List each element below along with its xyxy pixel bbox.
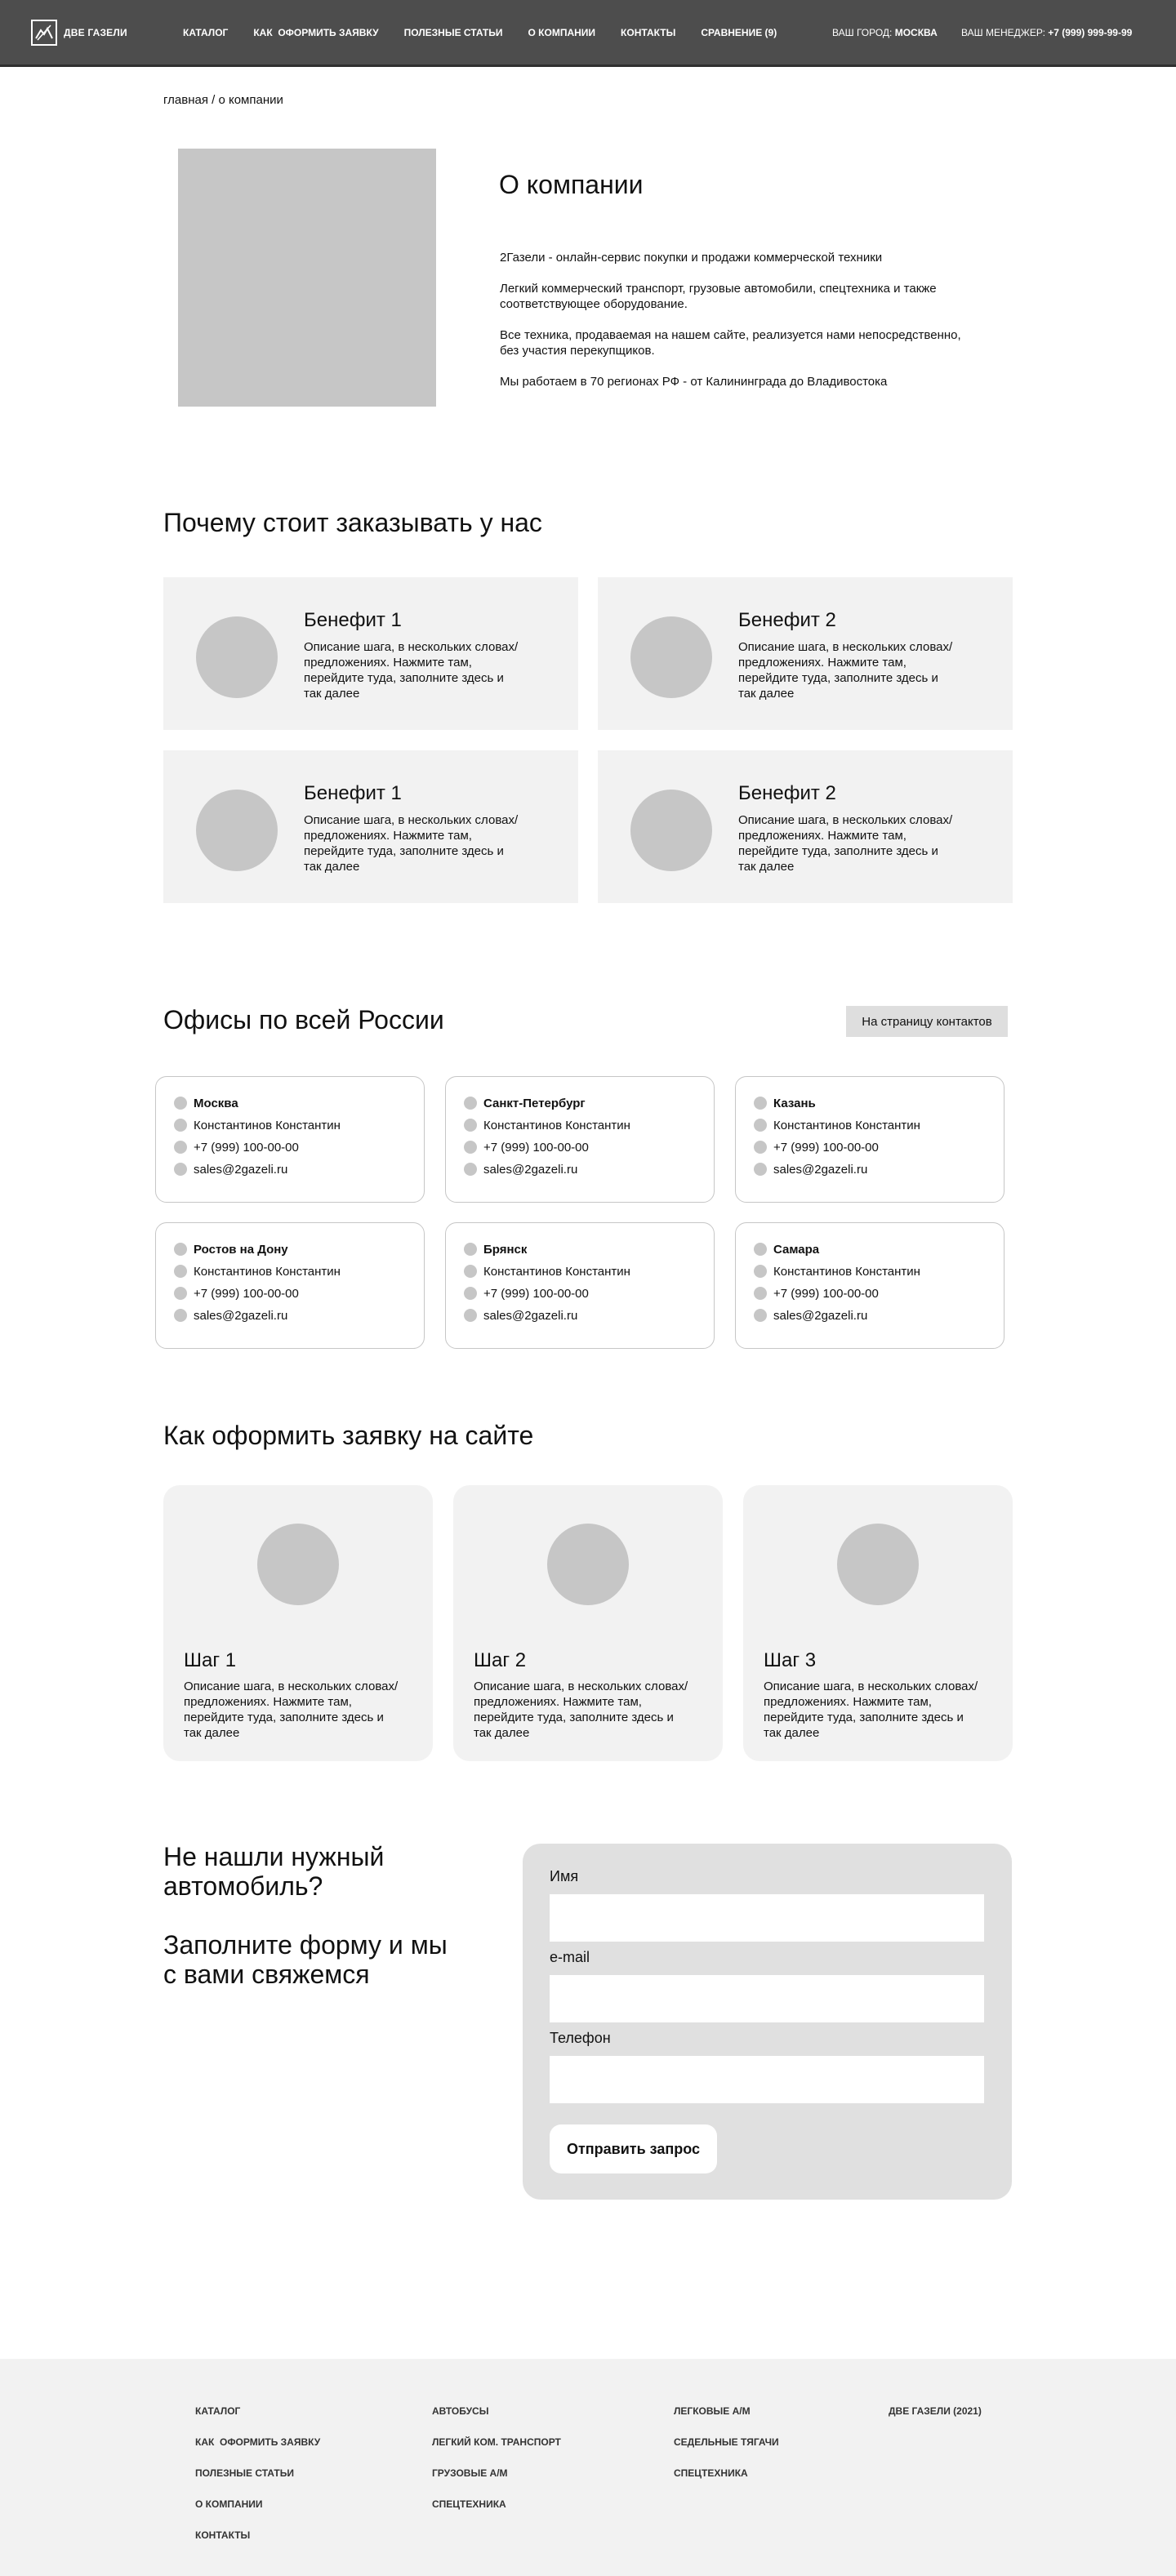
phone-icon <box>754 1141 767 1154</box>
submit-request-button[interactable]: Отправить запрос <box>550 2124 717 2173</box>
person-icon <box>464 1119 477 1132</box>
city-selector[interactable] <box>832 27 938 38</box>
phone-label: Телефон <box>550 2030 611 2046</box>
benefit-desc: Описание шага, в нескольких словах/предложениях. Нажмите там, перейдите туда, заполните здесь и так далее <box>304 640 519 701</box>
office-email[interactable]: sales@2gazeli.ru <box>483 1162 578 1177</box>
footer-link[interactable]: ГРУЗОВЫЕ А/М <box>432 2467 508 2479</box>
footer-link[interactable]: КОНТАКТЫ <box>195 2529 251 2541</box>
step-title: Шаг 1 <box>184 1649 237 1671</box>
person-icon <box>174 1265 187 1278</box>
nav-contacts[interactable]: КОНТАКТЫ <box>621 27 676 38</box>
footer-link[interactable]: ЛЕГКОВЫЕ А/М <box>674 2405 751 2417</box>
phone-icon <box>174 1141 187 1154</box>
about-paragraph: 2Газели - онлайн-сервис покупки и продажи коммерческой техники <box>500 251 883 265</box>
office-person: Константинов Константин <box>483 1264 630 1279</box>
office-email[interactable]: sales@2gazeli.ru <box>194 1162 288 1177</box>
step-card <box>743 1485 1013 1761</box>
benefit-desc: Описание шага, в нескольких словах/предложениях. Нажмите там, перейдите туда, заполните здесь и так далее <box>738 813 953 874</box>
footer-link[interactable]: АВТОБУСЫ <box>432 2405 489 2417</box>
step-title: Шаг 2 <box>474 1649 527 1671</box>
offices-title: Офисы по всей России <box>163 1005 444 1034</box>
footer-link[interactable]: О КОМПАНИИ <box>195 2498 263 2510</box>
office-email[interactable]: sales@2gazeli.ru <box>773 1308 868 1323</box>
contacts-page-button[interactable]: На страницу контактов <box>846 1006 1008 1037</box>
location-icon <box>174 1097 187 1110</box>
office-phone[interactable]: +7 (999) 100-00-00 <box>194 1286 299 1301</box>
person-icon <box>464 1265 477 1278</box>
phone-icon <box>464 1141 477 1154</box>
benefit-desc: Описание шага, в нескольких словах/предложениях. Нажмите там, перейдите туда, заполните здесь и так далее <box>304 813 519 874</box>
office-city: Казань <box>773 1096 816 1110</box>
office-email[interactable]: sales@2gazeli.ru <box>773 1162 868 1177</box>
person-icon <box>754 1265 767 1278</box>
step-desc: Описание шага, в нескольких словах/предложениях. Нажмите там, перейдите туда, заполните здесь и так далее <box>184 1680 399 1740</box>
site-header <box>0 0 1176 67</box>
step-card <box>453 1485 723 1761</box>
benefit-card <box>163 577 578 730</box>
logo-icon <box>31 20 57 46</box>
nav-compare[interactable]: СРАВНЕНИЕ (9) <box>701 27 777 38</box>
about-image-placeholder <box>178 149 436 407</box>
about-paragraph: Все техника, продаваемая на нашем сайте, реализуется нами непосредственно, без участия перекупщиков. <box>500 328 961 358</box>
email-field[interactable] <box>550 1975 984 2022</box>
manager-label: ВАШ МЕНЕДЖЕР: <box>961 27 1049 38</box>
phone-icon <box>754 1287 767 1300</box>
email-icon <box>754 1309 767 1322</box>
city-value: МОСКВА <box>894 27 938 38</box>
phone-field[interactable] <box>550 2056 984 2103</box>
office-card <box>735 1076 1004 1203</box>
manager-phone: +7 (999) 999-99-99 <box>1048 27 1133 38</box>
benefit-card <box>598 750 1013 903</box>
benefit-title: Бенефит 2 <box>738 609 836 631</box>
footer-link[interactable]: СПЕЦТЕХНИКА <box>432 2498 506 2510</box>
step-card <box>163 1485 433 1761</box>
breadcrumb[interactable]: главная / о компании <box>163 93 283 107</box>
footer-link[interactable]: ЛЕГКИЙ КОМ. ТРАНСПОРТ <box>432 2436 561 2448</box>
footer-link[interactable]: СПЕЦТЕХНИКА <box>674 2467 748 2479</box>
email-icon <box>754 1163 767 1176</box>
benefits-title: Почему стоит заказывать у нас <box>163 508 542 537</box>
email-icon <box>174 1309 187 1322</box>
office-person: Константинов Константин <box>483 1118 630 1132</box>
steps-title: Как оформить заявку на сайте <box>163 1421 534 1450</box>
email-label: e-mail <box>550 1949 590 1965</box>
footer-col-categories <box>432 2405 561 2529</box>
email-icon <box>464 1163 477 1176</box>
location-icon <box>754 1243 767 1256</box>
footer-link[interactable]: ПОЛЕЗНЫЕ СТАТЬИ <box>195 2467 294 2479</box>
benefit-icon <box>196 790 278 871</box>
office-city: Москва <box>194 1096 238 1110</box>
benefit-icon <box>630 790 712 871</box>
footer-copyright-col <box>889 2405 982 2436</box>
request-form <box>523 1844 1012 2200</box>
nav-how-to-order[interactable]: КАК ОФОРМИТЬ ЗАЯВКУ <box>253 27 379 38</box>
office-card <box>735 1222 1004 1349</box>
benefit-desc: Описание шага, в нескольких словах/предложениях. Нажмите там, перейдите туда, заполните здесь и так далее <box>738 640 953 701</box>
footer-col-nav <box>195 2405 320 2560</box>
benefit-title: Бенефит 1 <box>304 782 402 804</box>
office-city: Ростов на Дону <box>194 1242 288 1257</box>
nav-catalog[interactable]: КАТАЛОГ <box>183 27 229 38</box>
footer-col-vehicles <box>674 2405 779 2498</box>
step-icon <box>837 1524 919 1605</box>
copyright: ДВЕ ГАЗЕЛИ (2021) <box>889 2405 982 2417</box>
name-label: Имя <box>550 1868 579 1884</box>
office-city: Брянск <box>483 1242 528 1257</box>
manager-contact[interactable] <box>961 27 1132 38</box>
logo-text: ДВЕ ГАЗЕЛИ <box>64 27 127 38</box>
phone-icon <box>464 1287 477 1300</box>
main-nav <box>183 27 802 38</box>
about-text <box>500 250 973 405</box>
benefit-card <box>163 750 578 903</box>
step-desc: Описание шага, в нескольких словах/предложениях. Нажмите там, перейдите туда, заполните здесь и так далее <box>474 1680 688 1740</box>
location-icon <box>464 1097 477 1110</box>
about-paragraph: Мы работаем в 70 регионах РФ - от Калининграда до Владивостока <box>500 375 888 389</box>
office-email[interactable]: sales@2gazeli.ru <box>483 1308 578 1323</box>
location-icon <box>174 1243 187 1256</box>
benefit-icon <box>630 616 712 698</box>
office-phone[interactable]: +7 (999) 100-00-00 <box>773 1140 879 1155</box>
location-icon <box>754 1097 767 1110</box>
office-phone[interactable]: +7 (999) 100-00-00 <box>773 1286 879 1301</box>
email-icon <box>464 1309 477 1322</box>
office-person: Константинов Константин <box>773 1118 920 1132</box>
office-city: Санкт-Петербург <box>483 1096 586 1110</box>
benefit-icon <box>196 616 278 698</box>
request-heading-1: Не нашли нужный автомобиль? <box>163 1842 385 1901</box>
request-heading <box>163 1842 457 1989</box>
footer-link[interactable]: СЕДЕЛЬНЫЕ ТЯГАЧИ <box>674 2436 779 2448</box>
logo[interactable] <box>31 20 127 46</box>
office-card <box>155 1076 425 1203</box>
email-icon <box>174 1163 187 1176</box>
step-icon <box>547 1524 629 1605</box>
office-card <box>155 1222 425 1349</box>
step-title: Шаг 3 <box>764 1649 817 1671</box>
page-title: О компании <box>499 170 644 199</box>
office-person: Константинов Константин <box>773 1264 920 1279</box>
office-city: Самара <box>773 1242 820 1257</box>
office-phone[interactable]: +7 (999) 100-00-00 <box>483 1140 589 1155</box>
footer-link[interactable]: КАТАЛОГ <box>195 2405 241 2417</box>
about-paragraph: Легкий коммерческий транспорт, грузовые автомобили, спецтехника и также соответствующее оборудование. <box>500 282 937 311</box>
nav-articles[interactable]: ПОЛЕЗНЫЕ СТАТЬИ <box>403 27 503 38</box>
step-desc: Описание шага, в нескольких словах/предложениях. Нажмите там, перейдите туда, заполните здесь и так далее <box>764 1680 978 1740</box>
phone-icon <box>174 1287 187 1300</box>
benefit-title: Бенефит 1 <box>304 609 402 631</box>
office-person: Константинов Константин <box>194 1264 341 1279</box>
site-footer <box>0 2359 1176 2576</box>
office-phone[interactable]: +7 (999) 100-00-00 <box>483 1286 589 1301</box>
request-heading-2: Заполните форму и мы с вами свяжемся <box>163 1930 448 1989</box>
location-icon <box>464 1243 477 1256</box>
person-icon <box>754 1119 767 1132</box>
step-icon <box>257 1524 339 1605</box>
nav-about[interactable]: О КОМПАНИИ <box>528 27 596 38</box>
office-person: Константинов Константин <box>194 1118 341 1132</box>
benefit-title: Бенефит 2 <box>738 782 836 804</box>
office-card <box>445 1076 715 1203</box>
person-icon <box>174 1119 187 1132</box>
office-phone[interactable]: +7 (999) 100-00-00 <box>194 1140 299 1155</box>
name-field[interactable] <box>550 1894 984 1942</box>
benefit-card <box>598 577 1013 730</box>
office-card <box>445 1222 715 1349</box>
city-label: ВАШ ГОРОД: <box>832 27 895 38</box>
footer-link[interactable]: КАК ОФОРМИТЬ ЗАЯВКУ <box>195 2436 321 2448</box>
office-email[interactable]: sales@2gazeli.ru <box>194 1308 288 1323</box>
